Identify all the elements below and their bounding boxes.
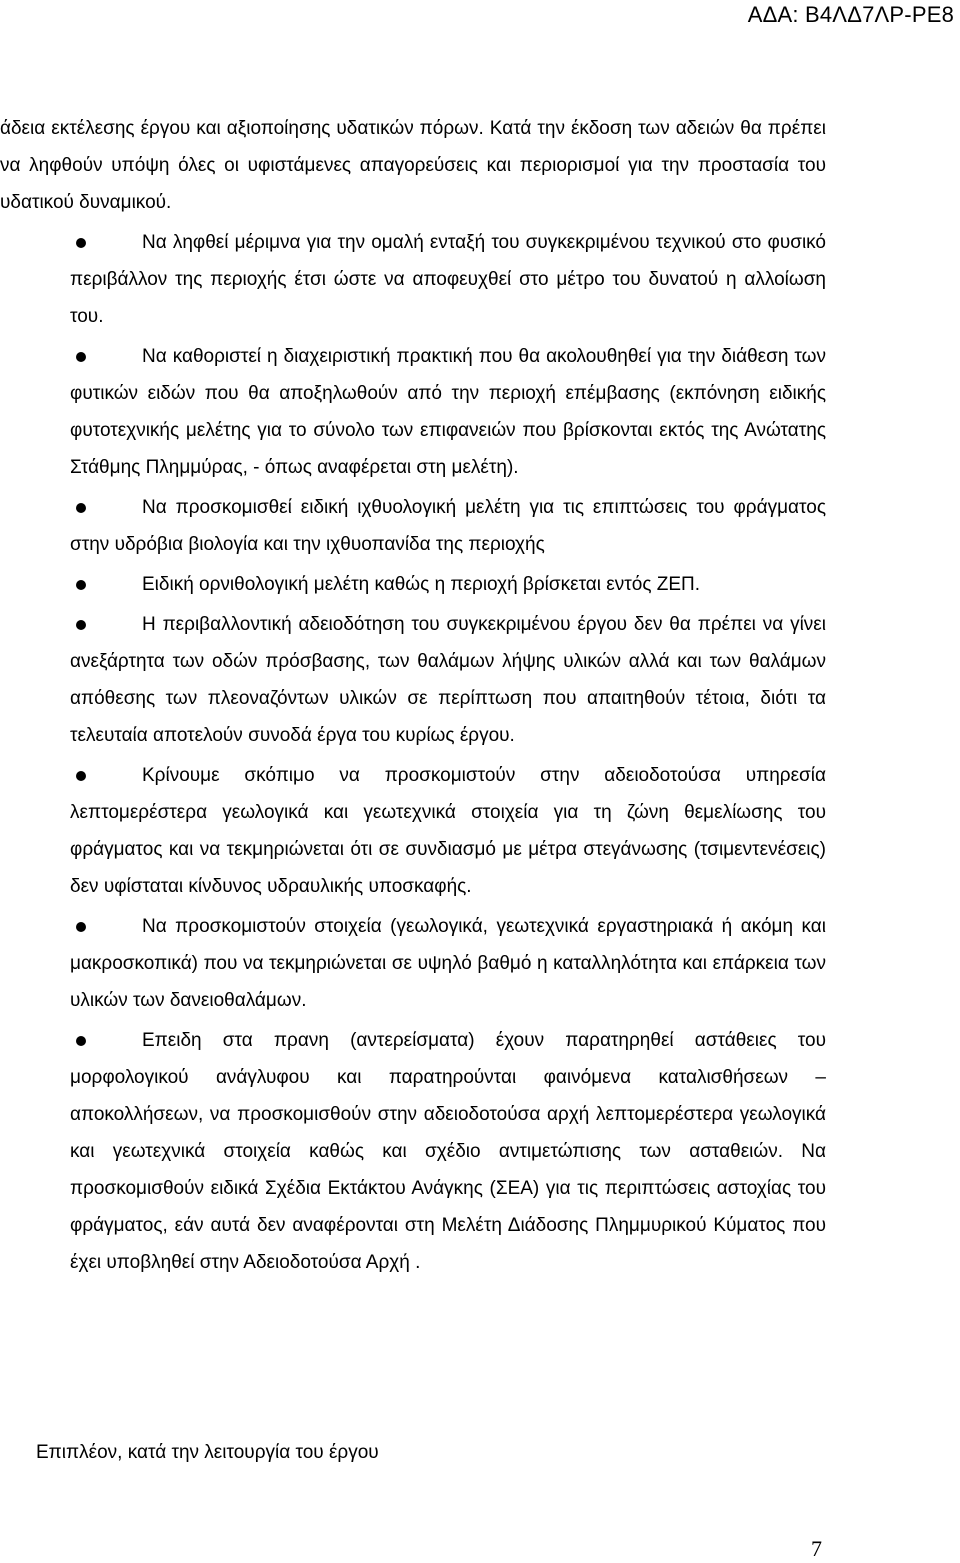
bullet-icon — [76, 620, 86, 630]
list-item — [0, 1022, 826, 1281]
list-item — [0, 489, 826, 563]
list-item — [0, 224, 826, 335]
list-item-text: Να προσκομιστούν στοιχεία (γεωλογικά, γεωτεχνικά εργαστηριακά ή ακόμη και μακροσκοπικά) που να τεκμηριώνεται σε υψηλό βαθμό η καταλληλότητα και επάρκεια των υλικών των δανειοθαλάμων. — [70, 916, 826, 1011]
page-number: 7 — [811, 1536, 822, 1561]
document-body — [0, 110, 826, 1281]
list-item-text: Η περιβαλλοντική αδειοδότηση του συγκεκριμένου έργου δεν θα πρέπει να γίνει ανεξάρτητα των οδών πρόσβασης, των θαλάμων λήψης υλικών αλλά και των θαλάμων απόθεσης των πλεοναζόντων υλικών σε περίπτωση που απαιτηθούν τέτοια, διότι τα τελευταία αποτελούν συνοδά έργα του κυρίως έργου. — [70, 614, 826, 746]
bullet-icon — [76, 1036, 86, 1046]
bullet-icon — [76, 771, 86, 781]
list-item-text: Να ληφθεί μέριμνα για την ομαλή ενταξή του συγκεκριμένου τεχνικού στο φυσικό περιβάλλον της περιοχής έτσι ώστε να αποφευχθεί στο μέτρο του δυνατού η αλλοίωση του. — [70, 232, 826, 327]
list-item-text: Να προσκομισθεί ειδική ιχθυολογική μελέτη για τις επιπτώσεις του φράγματος στην υδρόβια βιολογία και την ιχθυοπανίδα της περιοχής — [70, 497, 826, 555]
list-item — [0, 606, 826, 754]
list-item — [0, 757, 826, 905]
list-item-text: Κρίνουμε σκόπιμο να προσκομιστούν στην αδειοδοτούσα υπηρεσία λεπτομερέστερα γεωλογικά και γεωτεχνικά στοιχεία για τη ζώνη θεμελίωσης του φράγματος και να τεκμηριώνεται ότι σε συνδιασμό με μέτρα στεγάνωσης (τσιμεντενέσεις) δεν υφίσταται κίνδυνος υδραυλικής υποσκαφής. — [70, 765, 826, 897]
list-item-text: Επειδη στα πρανη (αντερείσματα) έχουν παρατηρηθεί αστάθειες του μορφολογικού ανάγλυφου και παρατηρούνται φαινόμενα καταλισθήσεων – αποκολλήσεων, να προσκομισθούν στην αδειοδοτούσα αρχή λεπτομερέστερα γεωλογικά και γεωτεχνικά στοιχεία καθώς και σχέδιο αντιμετώπισης των ασταθειών. Να προσκομισθούν ειδικά Σχέδια Εκτάκτου Ανάγκης (ΣΕΑ) για τις περιπτώσεις αστοχίας του φράγματος, εάν αυτά δεν αναφέρονται στη Μελέτη Διάδοσης Πλημμυρικού Κύματος που έχει υποβληθεί στην Αδειοδοτούσα Αρχή . — [70, 1030, 826, 1273]
list-item — [0, 566, 826, 603]
intro-paragraph: άδεια εκτέλεσης έργου και αξιοποίησης υδατικών πόρων. Κατά την έκδοση των αδειών θα πρέπει να ληφθούν υπόψη όλες οι υφιστάμενες απαγορεύσεις και περιορισμοί για την προστασία του υδατικού δυναμικού. — [0, 118, 826, 213]
list-item-text: Ειδική ορνιθολογική μελέτη καθώς η περιοχή βρίσκεται εντός ΖΕΠ. — [142, 574, 701, 595]
list-item-text: Να καθοριστεί η διαχειριστική πρακτική που θα ακολουθηθεί για την διάθεση των φυτικών ειδών που θα αποξηλωθούν από την περιοχή επέμβασης (εκπόνηση ειδικής φυτοτεχνικής μελέτης για το σύνολο των επιφανειών που βρίσκονται εκτός της Ανώτατης Στάθμης Πλημμύρας, - όπως αναφέρεται στη μελέτη). — [70, 346, 826, 478]
bullet-icon — [76, 238, 86, 248]
list-item — [0, 908, 826, 1019]
list-item — [0, 338, 826, 486]
closing-line: Επιπλέον, κατά την λειτουργία του έργου — [36, 1442, 379, 1463]
bullet-icon — [76, 352, 86, 362]
requirements-list — [0, 224, 826, 1281]
bullet-icon — [76, 580, 86, 590]
bullet-icon — [76, 503, 86, 513]
bullet-icon — [76, 922, 86, 932]
document-code-header: ΑΔΑ: Β4ΛΔ7ΛΡ-ΡΕ8 — [747, 2, 954, 27]
